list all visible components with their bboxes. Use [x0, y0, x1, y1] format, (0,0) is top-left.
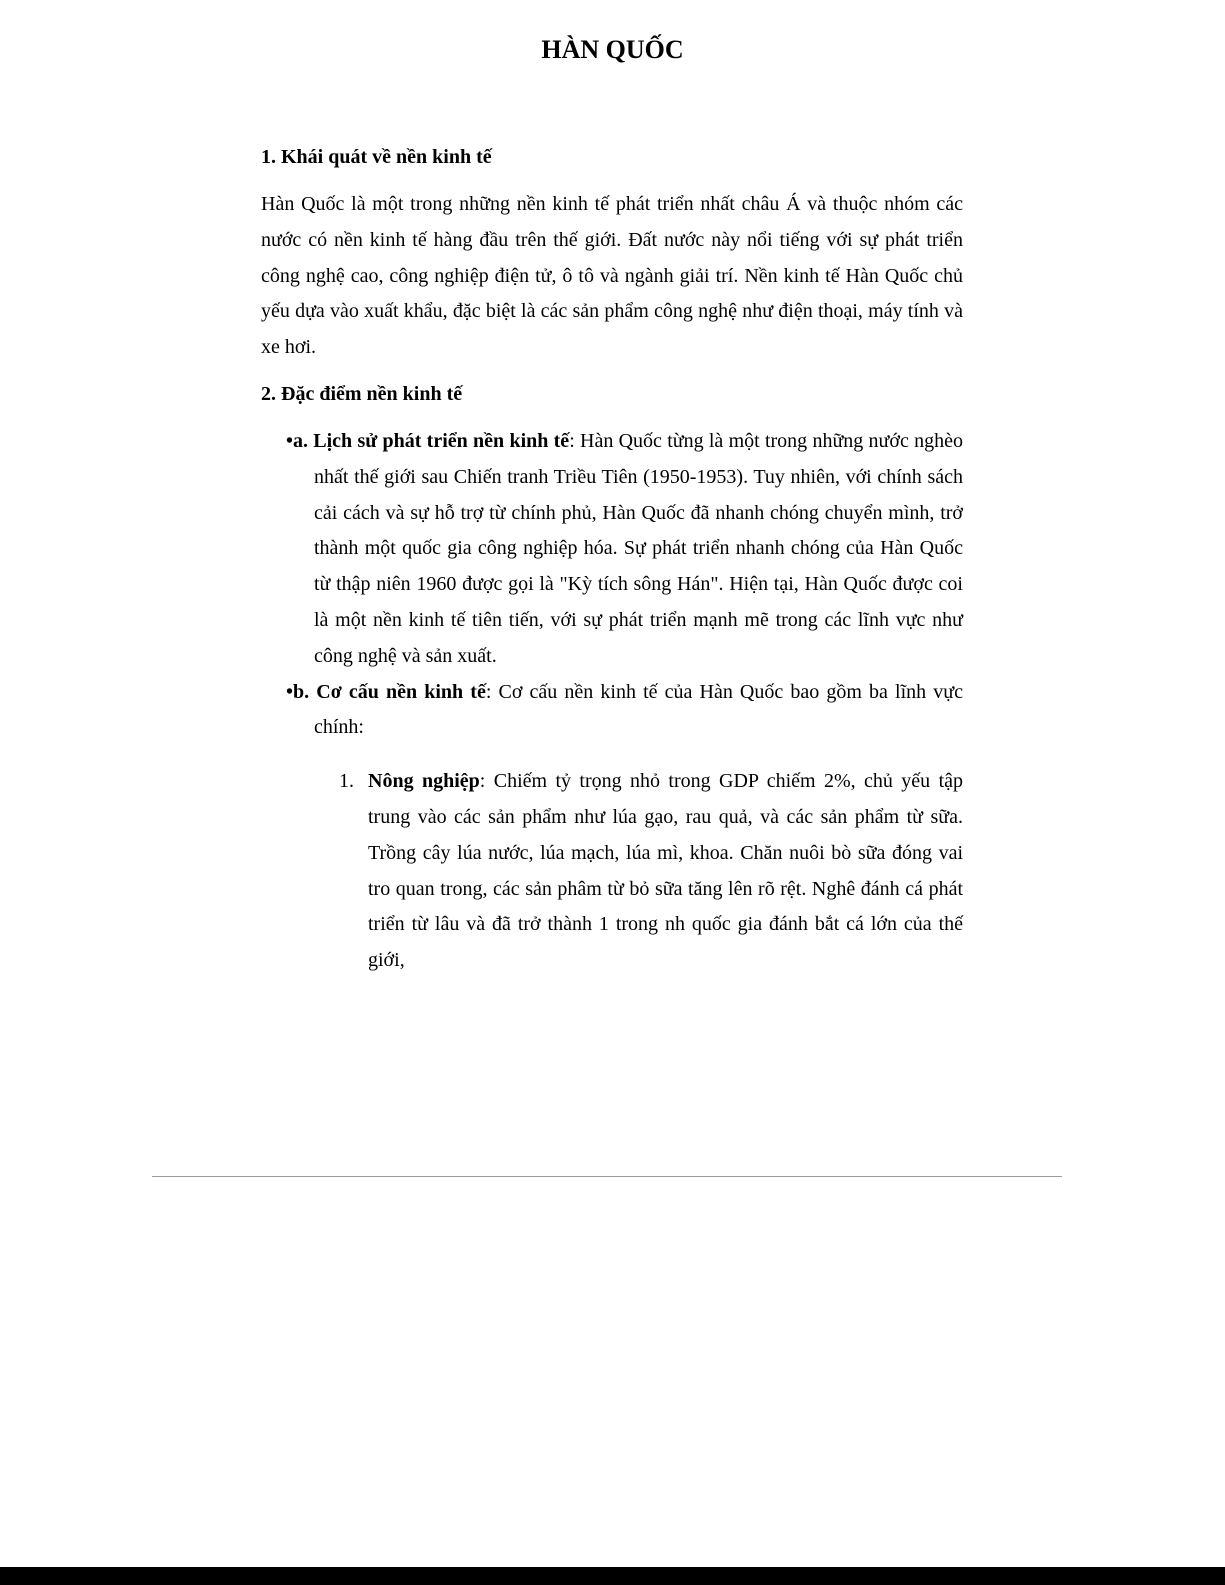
numbered-label-agriculture: Nông nghiệp — [368, 770, 480, 793]
numbered-text-agriculture: : Chiếm tỷ trọng nhỏ trong GDP chiếm 2%, chủ yếu tập trung vào các sản phẩm như lúa gạo, rau quả, và các sản phẩm từ sữa. Trồng cây lúa nước, lúa mạch, lúa mì, khoa. Chăn nuôi bò sữa đóng vai tro quan trong, các sản phâm từ bỏ sữa tăng lên rõ rệt. Nghê đánh cá phát triển từ lâu và đã trở thành 1 trong nh quốc gia đánh bắt cá lớn của thế giới, — [368, 770, 964, 972]
bullet-text-structure: : Cơ cấu nền kinh tế của Hàn Quốc bao gồm ba lĩnh vực chính: — [314, 680, 963, 739]
document-body — [261, 137, 963, 979]
economy-bullet-list — [261, 424, 963, 746]
numbered-item-agriculture — [261, 764, 963, 979]
section-2-heading: 2. Đặc điểm nền kinh tế — [261, 382, 463, 405]
bullet-label-history: a. Lịch sử phát triển nền kinh tế — [293, 429, 570, 452]
section-1-paragraph: Hàn Quốc là một trong những nền kinh tế phát triển nhất châu Á và thuộc nhóm các nước có nền kinh tế hàng đầu trên thế giới. Đất nước này nổi tiếng với sự phát triển công nghệ cao, công nghiệp điện tử, ô tô và ngành giải trí. Nền kinh tế Hàn Quốc chủ yếu dựa vào xuất khẩu, đặc biệt là các sản phẩm công nghệ như điện thoại, máy tính và xe hơi. — [261, 193, 963, 359]
bullet-marker: • — [286, 429, 294, 452]
bullet-item-structure — [261, 675, 963, 747]
bullet-item-history — [261, 424, 963, 675]
bullet-label-structure: b. Cơ cấu nền kinh tế — [293, 680, 486, 703]
sector-numbered-list — [261, 764, 963, 979]
bullet-text-history: : Hàn Quốc từng là một trong những nước nghèo nhất thế giới sau Chiến tranh Triều Tiên (1950-1953). Tuy nhiên, với chính sách cải cách và sự hỗ trợ từ chính phủ, Hàn Quốc đã nhanh chóng chuyển mình, trở thành một quốc gia công nghiệp hóa. Sự phát triển nhanh chóng của Hàn Quốc từ thập niên 1960 được gọi là "Kỳ tích sông Hán". Hiện tại, Hàn Quốc được coi là một nền kinh tế tiên tiến, với sự phát triển mạnh mẽ trong các lĩnh vực như công nghệ và sản xuất. — [314, 429, 963, 667]
bullet-marker: • — [286, 680, 294, 703]
page-divider — [152, 1176, 1062, 1177]
list-number: 1. — [339, 770, 354, 793]
section-1-heading: 1. Khái quát về nền kinh tế — [261, 146, 492, 168]
bottom-edge-bar — [0, 1567, 1225, 1585]
page-title: HÀN QUỐC — [541, 35, 684, 64]
